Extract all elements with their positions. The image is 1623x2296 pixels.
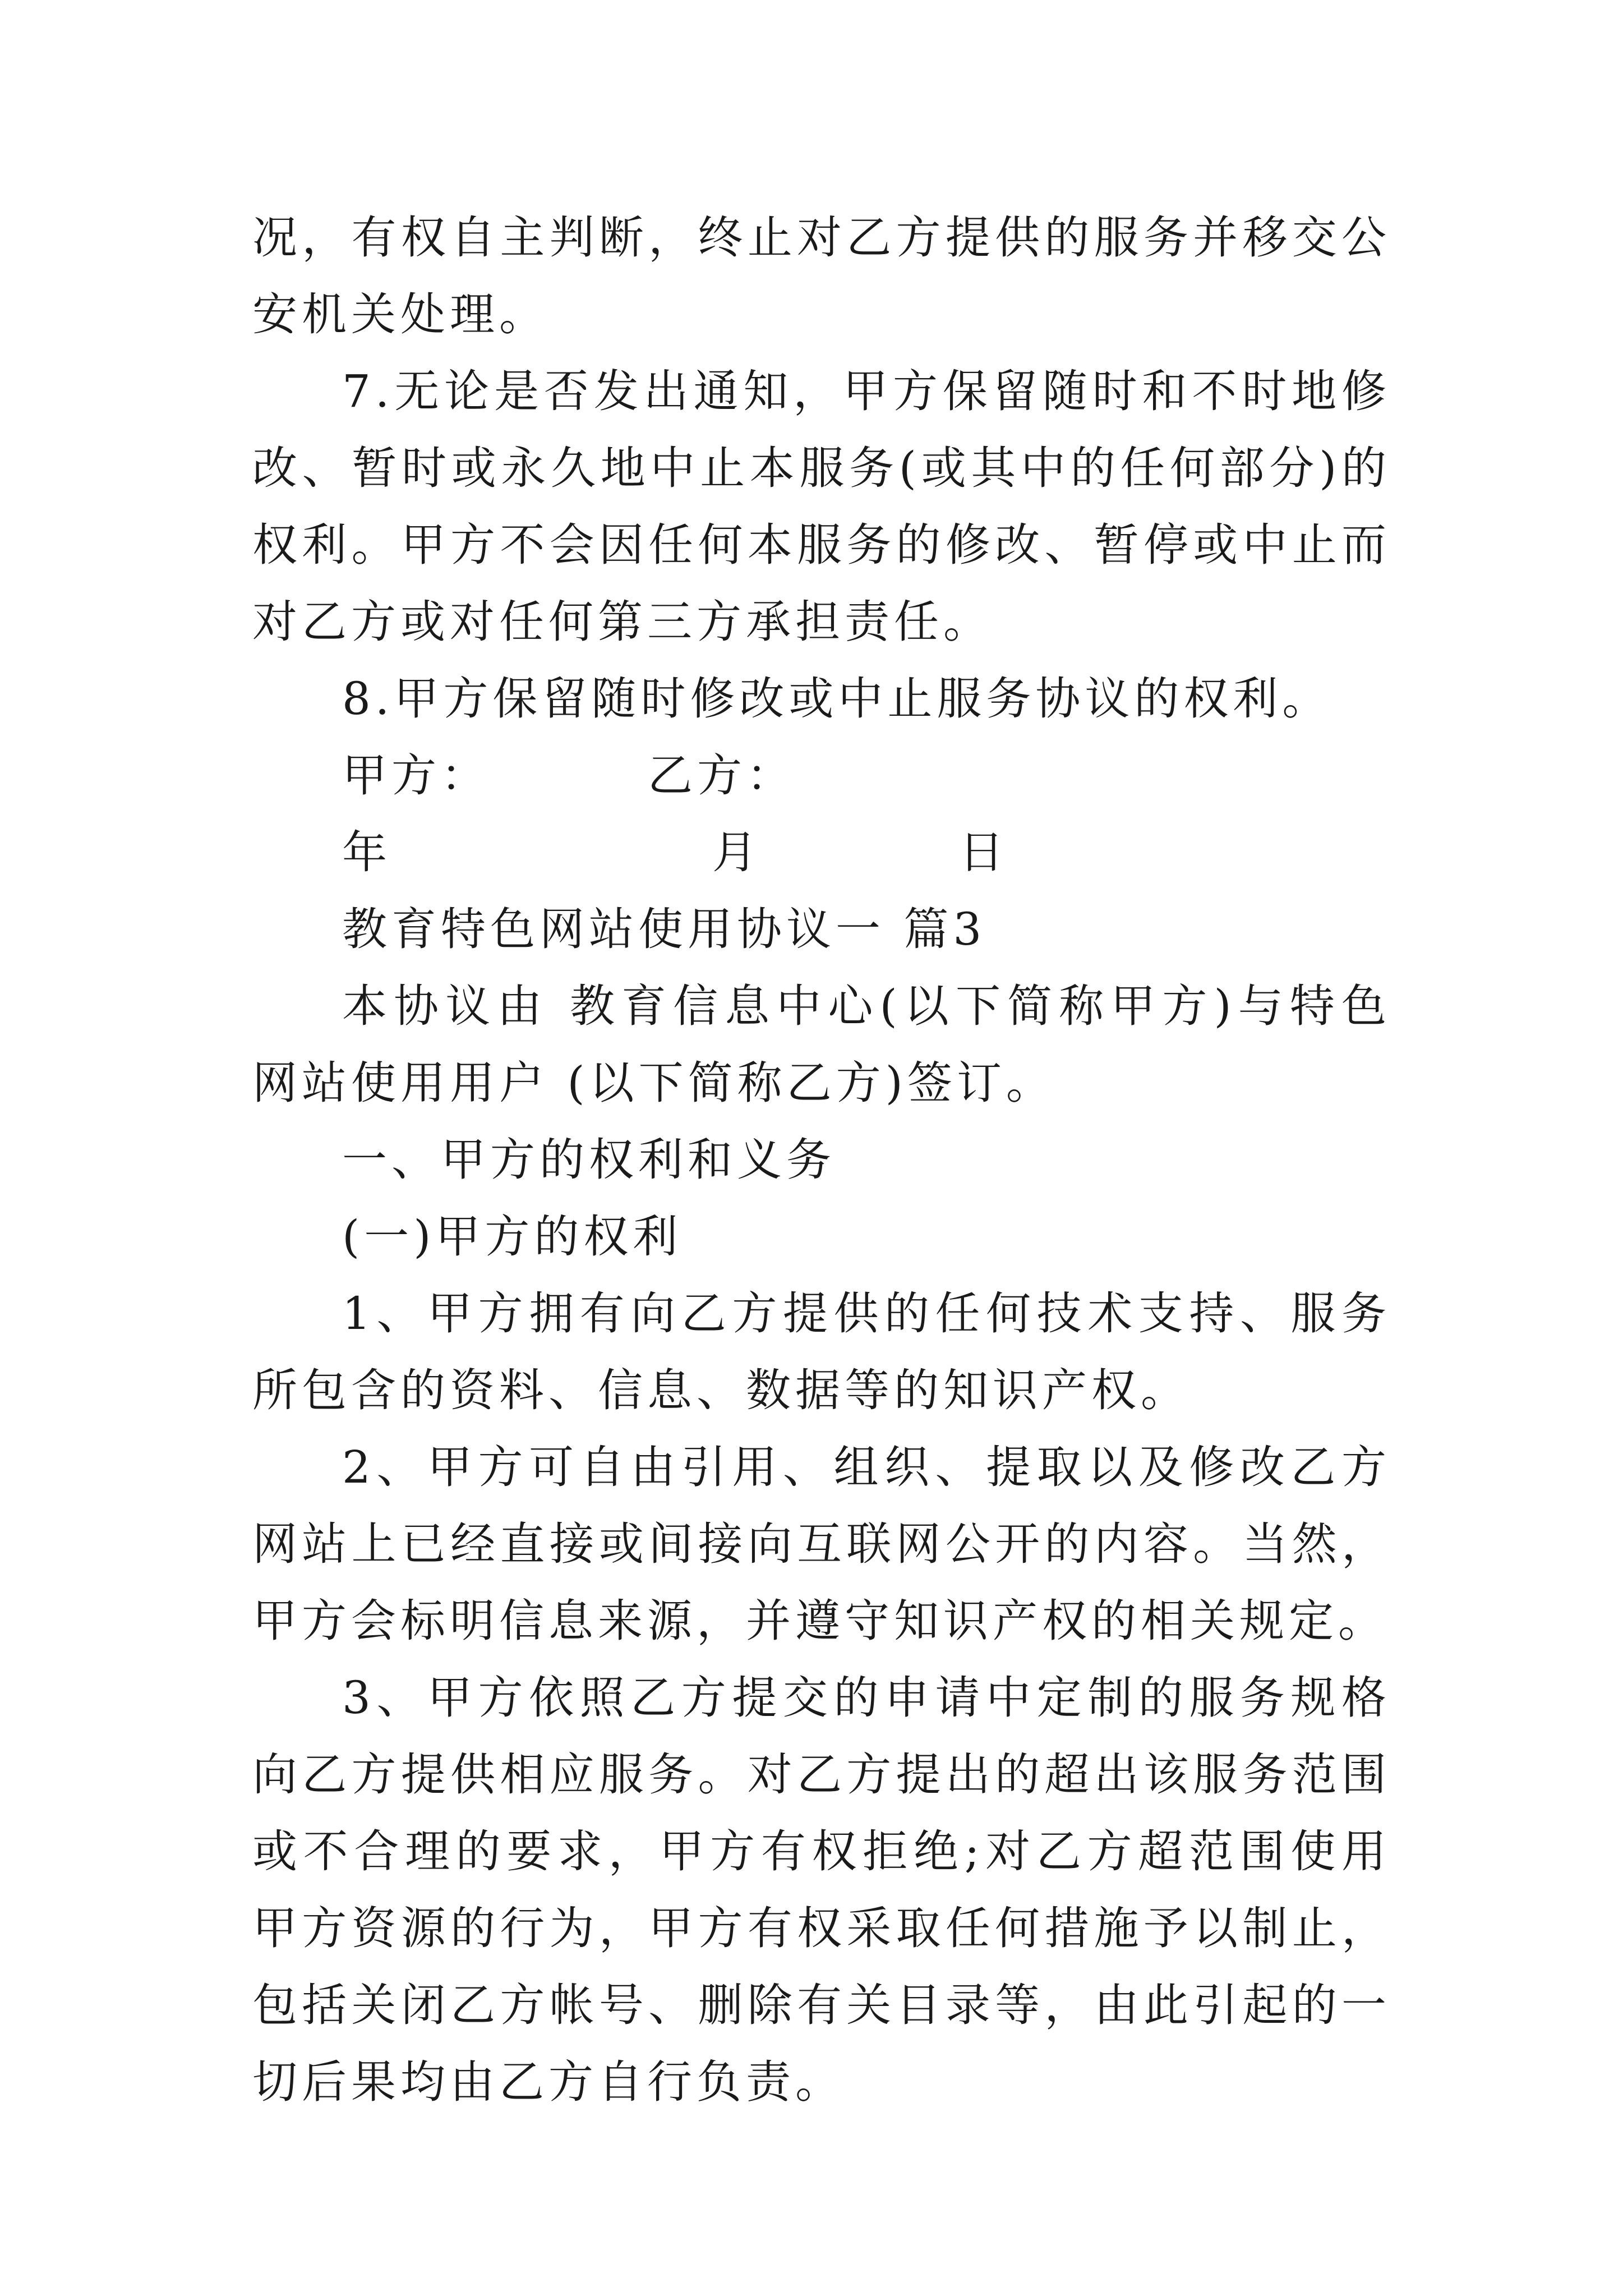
paragraph-right-3: 3、甲方依照乙方提交的申请中定制的服务规格向乙方提供相应服务。对乙方提出的超出该服务范围或不合理的要求，甲方有权拒绝;对乙方超范围使用甲方资源的行为，甲方有权采取任何措施予以制止，包括关闭乙方帐号、删除有关目录等，由此引起的一切后果均由乙方自行负责。: [252, 1672, 1391, 2108]
date-year-label: 年: [342, 826, 391, 878]
signature-line: [252, 737, 1391, 814]
date-month-label: 月: [712, 826, 762, 878]
date-line: [252, 814, 1391, 891]
paragraph-intro: 本协议由 教育信息中心(以下简称甲方)与特色网站使用用户 (以下简称乙方)签订。: [252, 980, 1391, 1109]
paragraph-clause-7: 7.无论是否发出通知，甲方保留随时和不时地修改、暂时或永久地中止本服务(或其中的任何部分)的权利。甲方不会因任何本服务的修改、暂停或中止而对乙方或对任何第三方承担责任。: [252, 365, 1391, 648]
paragraph-continuation: 况，有权自主判断，终止对乙方提供的服务并移交公安机关处理。: [252, 211, 1391, 341]
section-title: 教育特色网站使用协议一 篇3: [342, 903, 986, 955]
paragraph-clause-8: 8.甲方保留随时修改或中止服务协议的权利。: [342, 673, 1332, 725]
document-body: [252, 199, 1391, 2120]
date-day-label: 日: [959, 826, 1008, 878]
party-a-label: 甲方：: [342, 749, 490, 802]
paragraph-right-1: 1、甲方拥有向乙方提供的任何技术支持、服务所包含的资料、信息、数据等的知识产权。: [252, 1287, 1391, 1416]
heading-rights-obligations: 一、甲方的权利和义务: [342, 1134, 836, 1186]
subheading-rights: (一)甲方的权利: [342, 1211, 683, 1263]
paragraph-right-2: 2、甲方可自由引用、组织、提取以及修改乙方网站上已经直接或间接向互联网公开的内容。当然，甲方会标明信息来源，并遵守知识产权的相关规定。: [252, 1441, 1391, 1647]
party-b-label: 乙方：: [648, 749, 796, 802]
